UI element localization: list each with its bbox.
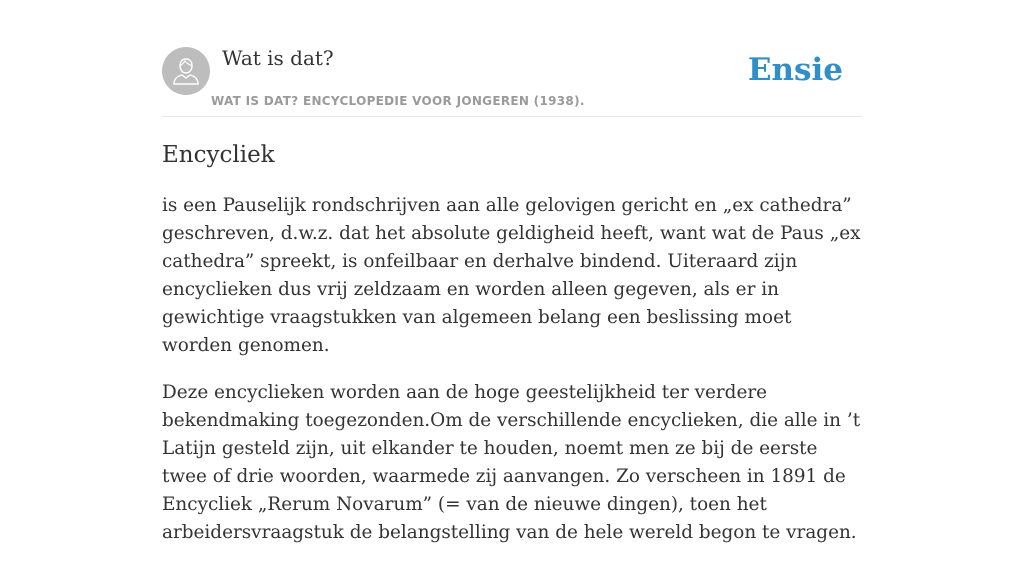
source-subtitle[interactable]: WAT IS DAT? ENCYCLOPEDIE VOOR JONGEREN (1938). xyxy=(211,94,585,108)
page xyxy=(162,0,862,543)
source-title[interactable]: Wat is dat? xyxy=(222,46,334,70)
article-paragraph: Deze encyclieken worden aan de hoge geestelijkheid ter verdere bekendmaking toegezonden.Om de verschillende encyclieken, die alle in ’t Latijn gesteld zijn, uit elkander te houden, noemt men ze bij de eerste twee of drie woorden, waarmede zij aanvangen. Zo verscheen in 1891 de Encycliek „Rerum Novarum” (= van de nieuwe dingen), toen het arbeidersvraagstuk de belangstelling van de hele wereld begon te vragen. xyxy=(162,382,861,543)
avatar[interactable] xyxy=(162,47,210,95)
user-placeholder-icon xyxy=(170,55,202,87)
article-title: Encycliek xyxy=(162,142,275,168)
source-header xyxy=(162,0,862,117)
article-body xyxy=(162,192,862,566)
article-paragraph: is een Pauselijk rondschrijven aan alle gelovigen gericht en „ex cathedra” geschreven, d.w.z. dat het absolute geldigheid heeft, want wat de Paus „ex cathedra” spreekt, is onfeilbaar en derhalve bindend. Uiteraard zijn encyclieken dus vrij zeldzaam en worden alleen gegeven, als er in gewichtige vraagstukken van algemeen belang een beslissing moet worden genomen. xyxy=(162,195,861,356)
ensie-logo-link[interactable]: Ensie xyxy=(747,52,843,88)
